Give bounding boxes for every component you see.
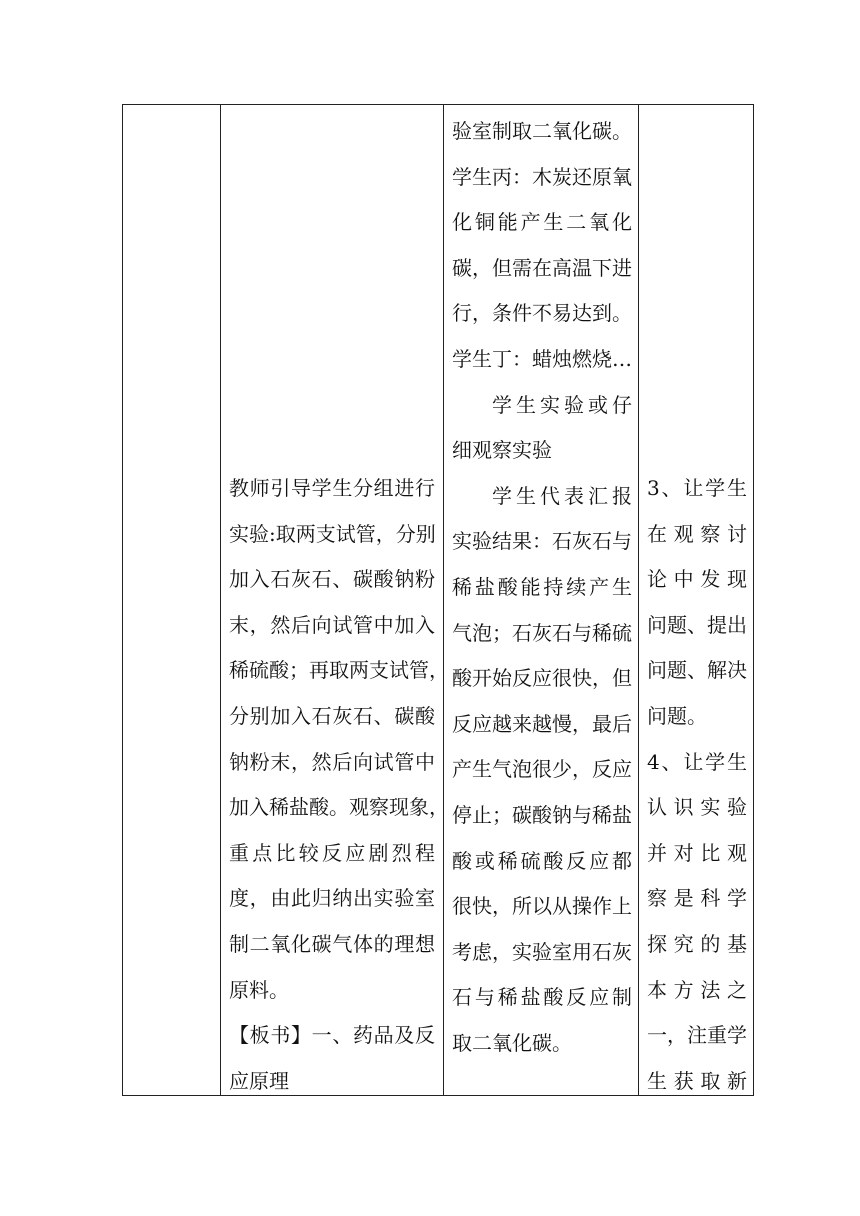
intent-line: 察是科学 (647, 886, 747, 911)
student-activity-cell (452, 109, 632, 1066)
student-line: 酸或稀硫酸反应都 (452, 848, 632, 873)
teacher-line: 实验:取两支试管，分别 (229, 521, 436, 546)
student-line: 产生气泡很少，反应 (452, 757, 632, 782)
teacher-line: 应原理 (229, 1068, 289, 1093)
student-line: 取二氧化碳。 (452, 1030, 572, 1055)
student-line: 稀盐酸能持续产生 (452, 574, 632, 599)
student-line: 气泡；石灰石与稀硫 (452, 620, 632, 645)
intent-line: 一，注重学 (647, 1023, 747, 1048)
intent-line: 问题、提出 (647, 612, 747, 637)
lesson-plan-table (122, 104, 754, 1096)
student-line: 化铜能产生二氧化 (452, 210, 632, 235)
student-line: 学生代表汇报 (492, 483, 632, 508)
student-line: 停止；碳酸钠与稀盐 (452, 802, 632, 827)
teacher-line: 钠粉末，然后向试管中 (229, 749, 435, 774)
teacher-activity-cell (229, 466, 449, 1104)
student-line: 行，条件不易达到。 (452, 301, 632, 326)
teacher-line: 加入石灰石、碳酸钠粉 (229, 567, 435, 592)
student-line: 很快，所以从操作上 (452, 894, 632, 919)
teacher-line: 制二氧化碳气体的理想 (229, 931, 435, 956)
intent-line: 论中发现 (647, 567, 747, 592)
teacher-line: 重点比较反应剧烈程 (229, 840, 435, 865)
intent-line: 问题、解决 (647, 658, 747, 683)
teacher-line: 原料。 (229, 977, 289, 1002)
student-line: 考虑，实验室用石灰 (452, 939, 632, 964)
intent-line: 本方法之 (647, 977, 747, 1002)
intent-line: 问题。 (647, 703, 707, 728)
column-divider-1 (220, 105, 221, 1095)
teacher-line: 度，由此归纳出实验室 (229, 886, 435, 911)
student-line: 酸开始反应很快，但 (452, 666, 632, 691)
teacher-line: 稀硫酸；再取两支试管， (229, 658, 449, 683)
intent-line: 探究的基 (647, 931, 747, 956)
intent-line: 认识实验 (647, 795, 747, 820)
intent-line: 生获取新 (647, 1068, 747, 1093)
intent-line: 4、让学生 (647, 749, 747, 774)
teacher-line: 教师引导学生分组进行 (229, 476, 435, 500)
design-intent-cell (647, 466, 747, 1104)
student-line: 验室制取二氧化碳。 (452, 119, 632, 143)
teacher-line: 【板书】一、药品及反 (229, 1023, 435, 1048)
teacher-line: 末，然后向试管中加入 (229, 612, 435, 637)
student-line: 碳，但需在高温下进 (452, 255, 632, 280)
intent-line: 并对比观 (647, 840, 747, 865)
column-divider-2 (443, 105, 444, 1095)
student-line: 反应越来越慢，最后 (452, 711, 632, 736)
student-line: 学生丙：木炭还原氧 (452, 164, 632, 189)
column-divider-3 (638, 105, 639, 1095)
student-line: 细观察实验 (452, 438, 552, 463)
intent-line: 在观察讨 (647, 521, 747, 546)
teacher-line: 分别加入石灰石、碳酸 (229, 703, 435, 728)
intent-line: 3、让学生 (647, 476, 747, 500)
student-line: 石与稀盐酸反应制 (452, 985, 632, 1010)
student-line: 学生丁：蜡烛燃烧… (452, 346, 632, 371)
teacher-line: 加入稀盐酸。观察现象， (229, 795, 449, 820)
student-line: 学生实验或仔 (492, 392, 632, 417)
student-line: 实验结果：石灰石与 (452, 529, 632, 554)
